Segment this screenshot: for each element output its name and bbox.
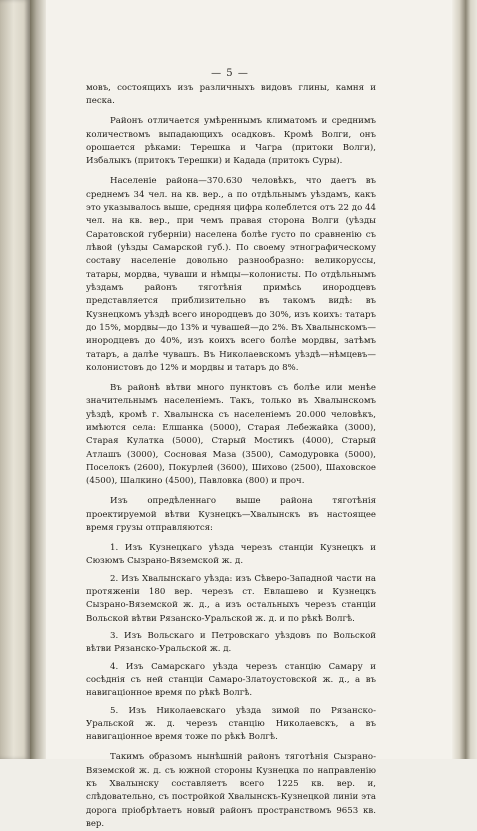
paragraph-climate: Районъ отличается умѣреннымъ климатомъ и среднимъ количествомъ выпадающихъ осадковъ. Кромѣ Волги, онъ орошается рѣками: Терешка и Чагра (притоки Волги), Избалыкъ (притокъ Терешки) и Кадада (притокъ Суры). [86, 116, 376, 167]
book-gutter [30, 0, 46, 759]
paragraph-settlements: Въ районѣ вѣтви много пунктовъ съ болѣе или менѣе значительнымъ населеніемъ. Такъ, только въ Хвалынскомъ уѣздѣ, кромѣ г. Хвалынска съ населеніемъ 20.000 человѣкъ, имѣются села: Елшанка (5000), Старая Лебежайка (3000), Старая Кулатка (5000), Старый Мостикъ (4000), Старый Атлашъ (3000), Сосновая Маза (3500), Самодуровка (5000), Поселокъ (2600), Покурлей (3600), Шихово (2500), Шаховское (4500), Шалкино (4500), Павловка (800) и проч. [86, 383, 376, 487]
list-item-2: 2. Изъ Хвалынскаго уѣзда: изъ Сѣверо-Западной части на протяженіи 180 вер. черезъ ст. Евлашево и Кузнецкъ Сызрано-Вяземской ж. д., а изъ остальныхъ черезъ станціи Вольской вѣтви Рязанско-Уральской ж. д. и по рѣкѣ Волгѣ. [86, 573, 376, 624]
paragraph-continuation: мовъ, состоящихъ изъ различныхъ видовъ глины, камня и песка. [86, 83, 376, 107]
list-item-5: 5. Изъ Николаевскаго уѣзда зимой по Рязанско-Уральской ж. д. черезъ станцію Николаевскъ, а въ навигаціонное время тоже по рѣкѣ Волгѣ. [86, 705, 376, 743]
page-fore-edge [452, 0, 477, 759]
paragraph-cargo-intro: Изъ опредѣленнаго выше района тяготѣнія проектируемой вѣтви Кузнецкъ—Хвалынскъ въ настоящее время грузы отправляются: [86, 496, 376, 534]
previous-page-edge [0, 0, 30, 759]
list-item-4: 4. Изъ Самарскаго уѣзда черезъ станцію Самару и сосѣднія съ ней станціи Самаро-Златоустовской ж. д., а въ навигаціонное время по рѣкѣ Волгѣ. [86, 661, 376, 699]
page-number: — 5 — [211, 68, 249, 79]
list-item-3: 3. Изъ Вольскаго и Петровскаго уѣздовъ по Вольской вѣтви Рязанско-Уральской ж. д. [86, 631, 376, 655]
list-item-1: 1. Изъ Кузнецкаго уѣзда черезъ станціи Кузнецкъ и Сюзюмъ Сызрано-Вяземской ж. д. [86, 542, 376, 567]
paragraph-conclusion: Такимъ образомъ нынѣшній районъ тяготѣнія Сызрано-Вяземской ж. д. съ южной стороны Кузнецка по направленію къ Хвалынску составляетъ всего 1225 кв. вер. и, слѣдовательно, съ постройкой Хвалынскъ-Кузнецкой линіи эта дорога пріобрѣтаетъ новый районъ пространствомъ 9653 кв. вер. [86, 752, 376, 830]
paragraph-population: Населеніе района—370.630 человѣкъ, что даетъ въ среднемъ 34 чел. на кв. вер., а по отдѣльнымъ уѣздамъ, какъ это указывалось выше, средняя цифра колеблется отъ 22 до 44 чел. на кв. вер., при чемъ правая сторона Волги (уѣзды Саратовской губерніи) населена болѣе густо по сравненію съ лѣвой (уѣзды Самарской губ.). По своему этнографическому составу населеніе довольно разнообразно: великоруссы, татары, мордва, чуваши и нѣмцы—колонисты. По отдѣльнымъ уѣздамъ районъ тяготѣнія примѣсь инородцевъ представляется приблизительно въ такомъ видѣ: въ Кузнецкомъ уѣздѣ всего инородцевъ до 30%, изъ коихъ: татаръ до 15%, мордвы—до 13% и чувашей—до 2%. Въ Хвалынскомъ—инородцевъ до 40%, изъ коихъ всего болѣе мордвы, затѣмъ татаръ, а далѣе чувашъ. Въ Николаевскомъ уѣздѣ—нѣмцевъ—колонистовъ до 12% и мордвы и татаръ до 8%. [86, 176, 376, 374]
page-text [86, 82, 376, 831]
